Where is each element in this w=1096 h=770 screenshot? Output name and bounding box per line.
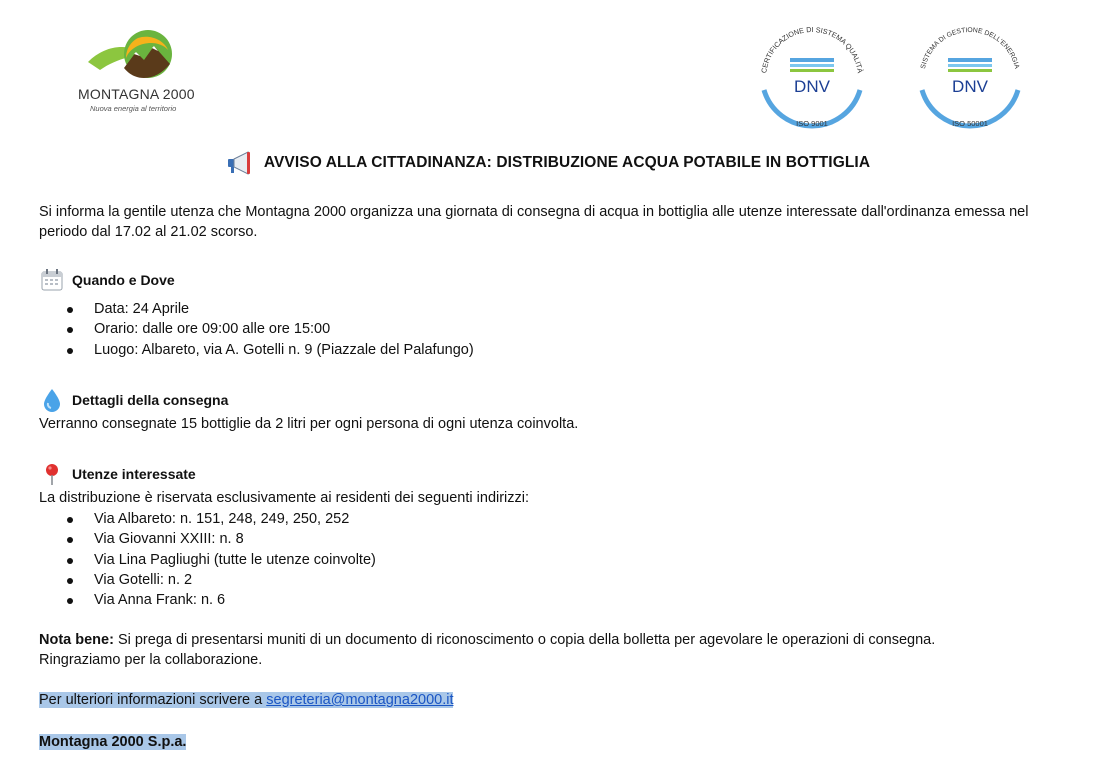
- badge-2-brand: DNV: [952, 77, 988, 96]
- notice-title-row: [0, 150, 1096, 176]
- note-text: Si prega di presentarsi muniti di un documento di riconoscimento o copia della bolletta per agevolare le operazioni di consegna.: [113, 632, 936, 648]
- iso-50001-badge: [908, 20, 1032, 132]
- section-delivery-heading: [40, 388, 228, 412]
- list-item: Via Gotelli: n. 2: [62, 570, 376, 590]
- list-item: Via Giovanni XXIII: n. 8: [62, 529, 376, 549]
- email-link[interactable]: segreteria@montagna2000.it: [266, 692, 454, 708]
- mountain-logo-icon: [74, 28, 206, 86]
- badge-2-standard: ISO 50001: [952, 119, 988, 128]
- badge-2-arc-text: SISTEMA DI GESTIONE DELL'ENERGIA: [919, 26, 1021, 70]
- note-paragraph: [39, 630, 1059, 670]
- notice-title: AVVISO ALLA CITTADINANZA: DISTRIBUZIONE ACQUA POTABILE IN BOTTIGLIA: [263, 154, 871, 171]
- megaphone-icon: [226, 150, 256, 176]
- users-paragraph: La distribuzione è riservata esclusivamente ai residenti dei seguenti indirizzi:: [39, 490, 530, 506]
- badge-1-arc-text: CERTIFICAZIONE DI SISTEMA QUALITÀ: [759, 24, 865, 74]
- contact-label: Per ulteriori informazioni scrivere a: [39, 692, 267, 708]
- list-item: Via Anna Frank: n. 6: [62, 590, 376, 610]
- list-item: Via Lina Pagliughi (tutte le utenze coinvolte): [62, 550, 376, 570]
- company-logo: [74, 28, 206, 118]
- note-label: Nota bene:: [39, 632, 114, 648]
- list-item: Via Albareto: n. 151, 248, 249, 250, 252: [62, 509, 376, 529]
- signature-paragraph: [39, 732, 1059, 752]
- users-address-list: [62, 509, 376, 610]
- logo-tagline: Nuova energia al territorio: [90, 104, 177, 113]
- section-heading-label: Dettagli della consegna: [72, 392, 229, 408]
- svg-text:SISTEMA DI GESTIONE DELL'ENERG: [920, 27, 1020, 70]
- thanks-text: Ringraziamo per la collaborazione.: [39, 652, 263, 668]
- map-pin-icon: [40, 462, 64, 486]
- section-users-heading: [40, 462, 196, 486]
- logo-name: MONTAGNA 2000: [78, 86, 195, 102]
- iso-9001-badge: [750, 20, 874, 132]
- contact-paragraph: [39, 690, 1059, 710]
- section-when-where-heading: [40, 268, 175, 292]
- delivery-paragraph: Verranno consegnate 15 bottiglie da 2 litri per ogni persona di ogni utenza coinvolta.: [39, 416, 579, 432]
- section-heading-label: Quando e Dove: [72, 272, 175, 288]
- signature: Montagna 2000 S.p.a.: [39, 734, 187, 750]
- intro-paragraph: Si informa la gentile utenza che Montagna 2000 organizza una giornata di consegna di acqua in bottiglia alle utenze interessate dall'ordinanza emessa nel periodo dal 17.02 al 21.02 scorso.: [39, 204, 1029, 240]
- water-drop-icon: [40, 388, 64, 412]
- section-heading-label: Utenze interessate: [72, 466, 196, 482]
- list-item: Data: 24 Aprile: [62, 299, 474, 319]
- calendar-icon: [40, 268, 64, 292]
- when-where-list: [62, 299, 474, 360]
- badge-1-brand: DNV: [794, 77, 830, 96]
- list-item: Orario: dalle ore 09:00 alle ore 15:00: [62, 319, 474, 339]
- contact-text: [39, 692, 453, 708]
- list-item: Luogo: Albareto, via A. Gotelli n. 9 (Piazzale del Palafungo): [62, 340, 474, 360]
- badge-1-standard: ISO 9001: [796, 119, 828, 128]
